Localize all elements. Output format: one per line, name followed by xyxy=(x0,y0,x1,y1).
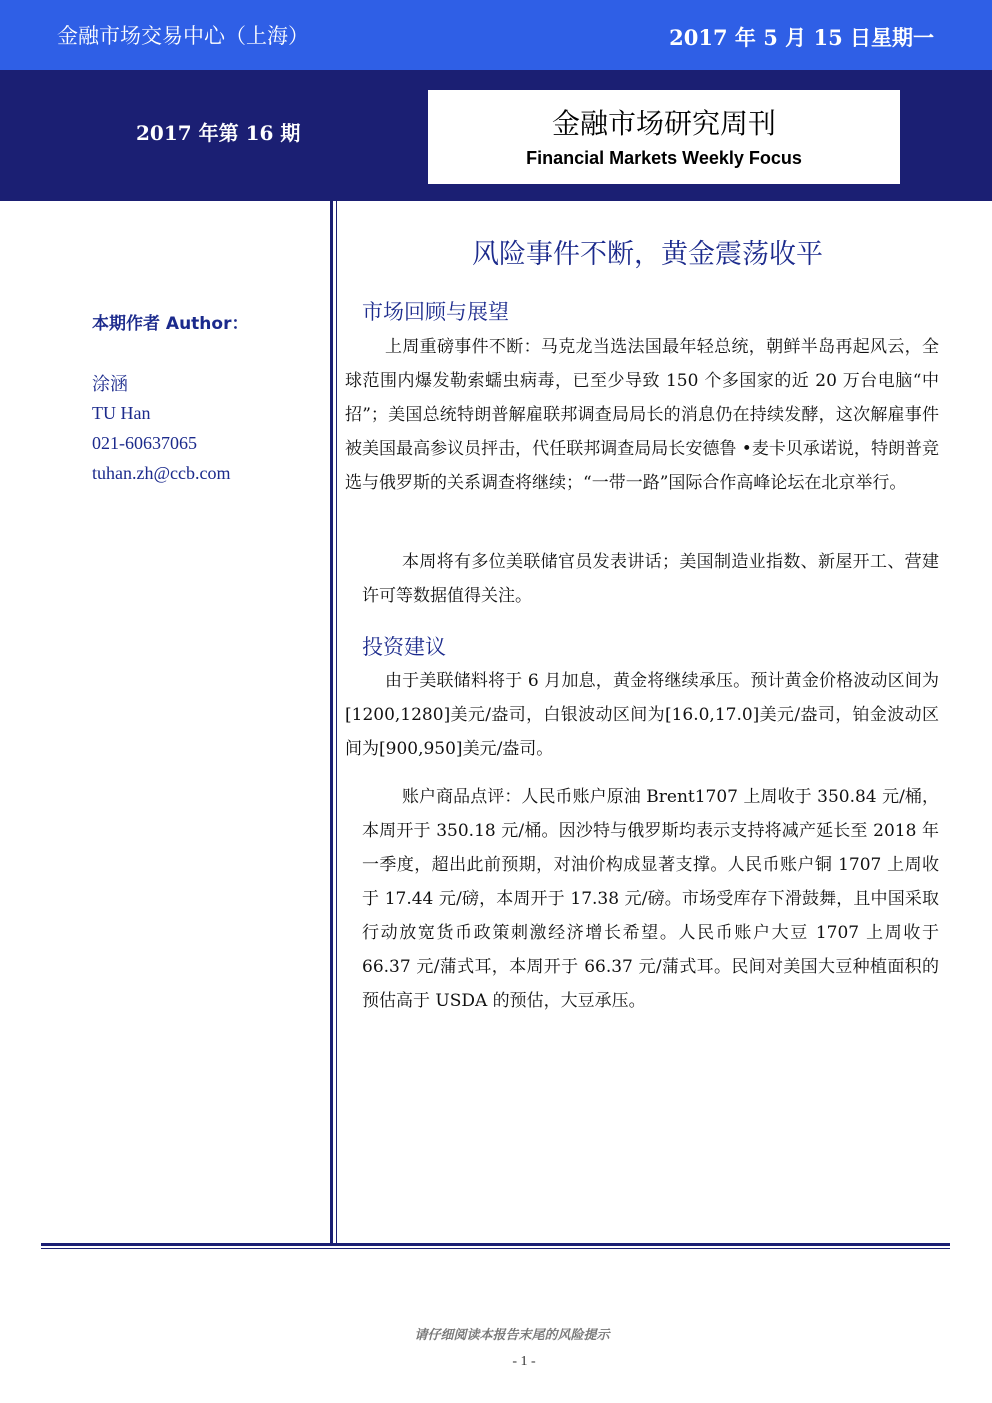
author-name-en: TU Han xyxy=(92,403,151,423)
footer-divider xyxy=(41,1243,950,1246)
publication-title-en: Financial Markets Weekly Focus xyxy=(526,148,802,168)
report-date: 2017 年 5 月 15 日星期一 xyxy=(669,25,934,50)
column-divider-thin xyxy=(336,201,337,1243)
section-title-investment-advice: 投资建议 xyxy=(362,635,446,659)
page-number: - 1 - xyxy=(512,1354,536,1369)
organization-name: 金融市场交易中心（上海） xyxy=(57,24,309,48)
author-email[interactable]: tuhan.zh@ccb.com xyxy=(92,463,231,483)
issue-number: 2017 年第 16 期 xyxy=(136,121,301,145)
author-heading: 本期作者 Author： xyxy=(92,314,249,334)
risk-disclaimer-note: 请仔细阅读本报告末尾的风险提示 xyxy=(414,1328,610,1343)
publication-title-cn: 金融市场研究周刊 xyxy=(551,107,776,140)
investment-advice-paragraph-2: 账户商品点评：人民币账户原油 Brent1707 上周收于 350.84 元/桶，本周开于 350.18 元/桶。因沙特与俄罗斯均表示支持将减产延长至 2018 年一季度，超出此前预期，对油价构成显著支撑。人民币账户铜 1707 上周收于 17.44 元/磅，本周开于 17.38 元/磅。市场受库存下滑鼓舞，且中国采取行动放宽货币政策刺激经济增长希望。人民币账户大豆 1707 上周收于 66.37 元/蒲式耳，本周开于 66.37 元/蒲式耳。民间对美国大豆种植面积的预估高于 USDA 的预估，大豆承压。 xyxy=(362,787,939,1011)
investment-advice-paragraph-1: 由于美联储料将于 6 月加息，黄金将继续承压。预计黄金价格波动区间为[1200,1280]美元/盎司，白银波动区间为[16.0,17.0]美元/盎司，铂金波动区间为[900,950]美元/盎司。 xyxy=(345,671,939,759)
market-review-paragraph-2: 本周将有多位美联储官员发表讲话；美国制造业指数、新屋开工、营建许可等数据值得关注。 xyxy=(362,552,939,606)
section-title-market-review: 市场回顾与展望 xyxy=(362,300,509,324)
author-phone: 021-60637065 xyxy=(92,433,197,453)
article-headline: 风险事件不断，黄金震荡收平 xyxy=(472,239,823,270)
top-banner xyxy=(0,0,992,70)
column-divider xyxy=(330,201,333,1243)
publication-title-box xyxy=(428,90,900,184)
footer-divider-thin xyxy=(41,1248,950,1249)
author-name-cn: 涂涵 xyxy=(92,374,128,394)
market-review-paragraph-1: 上周重磅事件不断：马克龙当选法国最年轻总统，朝鲜半岛再起风云，全球范围内爆发勒索蠕虫病毒，已至少导致 150 个多国家的近 20 万台电脑“中招”；美国总统特朗普解雇联邦调查局局长的消息仍在持续发酵，这次解雇事件被美国最高参议员抨击，代任联邦调查局局长安德鲁 •麦卡贝承诺说，特朗普竞选与俄罗斯的关系调查将继续；“一带一路”国际合作高峰论坛在北京举行。 xyxy=(345,337,939,493)
